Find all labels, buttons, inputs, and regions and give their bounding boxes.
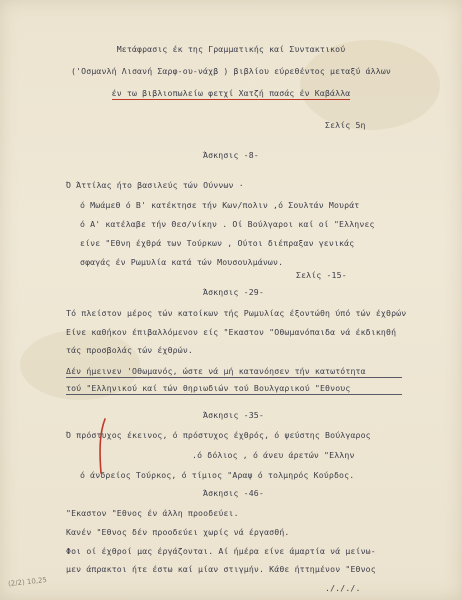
body-line: είνε "Εθνη έχθρά των Τούρκων , Ούτοι διέπραξαν γενικάς	[80, 238, 355, 248]
body-line: .ό δόλιος , ό άνευ άρετών "Ελλην	[192, 450, 355, 460]
page-reference: Σελίς -15-	[296, 270, 347, 280]
body-line: Είνε καθήκον έπιβαλλόμενον είς "Εκαστον "Οθωμανόπαιδα νά έκδικηθή	[66, 327, 397, 337]
body-line: σφαγάς έν Ρωμυλία κατά τών Μουσουλμάνων.	[80, 257, 284, 267]
end-mark: ./././.	[325, 583, 361, 593]
underline-rule	[66, 377, 402, 378]
title-line-3-text: έν τω βιβλιοπωλείω φετχί Χατζή πασάς έν Καβάλλα	[111, 88, 351, 98]
body-line: μεν άπρακτοι ήτε έστω καί μίαν στιγμήν. Κάθε ήττημένον "Εθνος	[66, 564, 376, 574]
body-line: Ό Άττίλας ήτο βασιλεύς τών Ούννων ·	[66, 180, 244, 190]
body-line: ό Μωάμεθ ό Β' κατέκτησε τήν Κων/πολιν ,ό Σουλτάν Μουράτ	[80, 200, 360, 210]
body-line: ό άνδρείος Τούρκος, ό τίμιος "Αραψ ό τολμηρός Κούρδος.	[80, 470, 355, 480]
exercise-heading: Άσκησις -29-	[203, 287, 264, 297]
underline-rule	[66, 394, 402, 395]
body-line: Κανέν "Εθνος δέν προοδεύει χωρίς νά έργασθή.	[66, 527, 290, 537]
archive-pencil-note: (2/2) 10,25	[7, 575, 48, 589]
title-line-1: Μετάφρασις έκ της Γραμματικής καί Συντακτικού	[116, 44, 346, 54]
page-reference: Σελίς 5η	[325, 120, 366, 130]
body-line: τάς προσβολάς τών έχθρών.	[66, 345, 193, 355]
title-line-2: ('Οσμανλή Λισανή Σαρφ-ου-νάχβ ) βιβλίου εύρεθέντος μεταξύ άλλων	[71, 66, 391, 76]
body-line: Ό πρόστυχος έκεινος, ό πρόστυχος έχθρός, ό ψεύστης Βούλγαρος	[66, 430, 371, 440]
exercise-heading: Άσκησις -35-	[203, 410, 264, 420]
title-line-3	[0, 88, 462, 98]
exercise-heading: Άσκησις -46-	[203, 488, 264, 498]
exercise-heading: Άσκησις -8-	[203, 150, 259, 160]
body-line: τού "Ελληνικού καί τών θηριωδιών τού Βουλγαρικού "Εθνους	[66, 383, 351, 393]
red-margin-mark	[97, 418, 107, 474]
body-line: Φοι οί έχθροί μας έργάζονται. Αί ήμέρα είνε άμαρτία νά μείνω-	[66, 546, 376, 556]
body-line: "Εκαστον "Εθνος έν άλλη προοδεύει.	[66, 508, 239, 518]
body-line: Δέν ήμεινεν 'Οθωμανός, ώστε νά μή κατανόησεν τήν κατωτότητα	[66, 366, 366, 376]
body-line: ό Α' κατέλαβε τήν Θεσ/νίκην . Οί Βούλγαροι καί οί "Ελληνες	[80, 219, 375, 229]
body-line: Τό πλείστον μέρος τών κατοίκων τής Ρωμυλίας έξοντώθη ύπό τών έχθρών	[66, 308, 407, 318]
